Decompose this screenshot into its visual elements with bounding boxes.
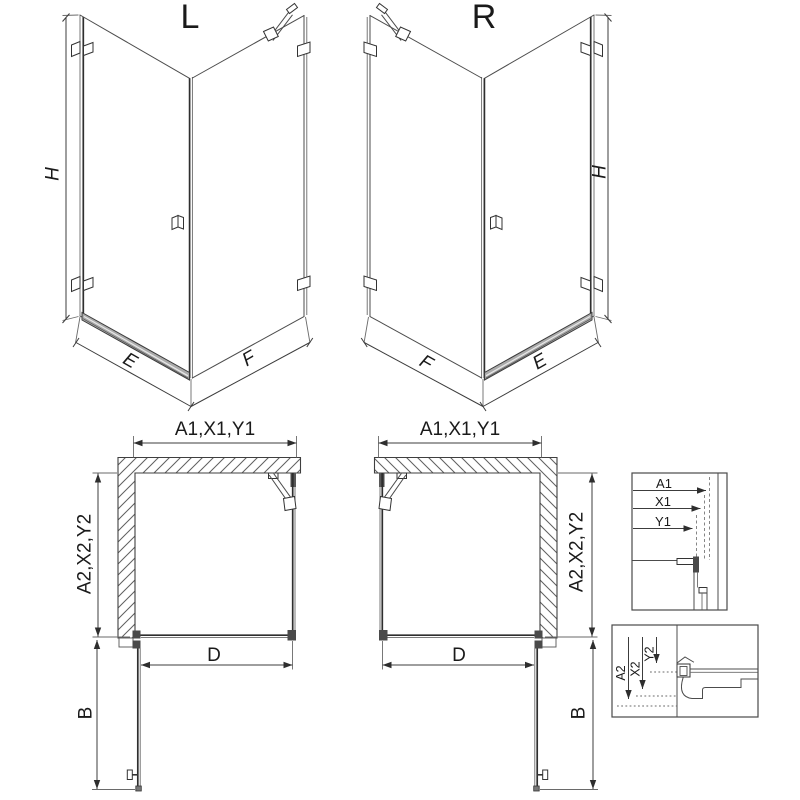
detail-upper-y-label: Y1 — [655, 514, 671, 529]
dim-label-panelwidth-right: F — [415, 351, 437, 375]
dim-label-height-left: H — [42, 167, 64, 181]
dim-label-doorwidth-left: E — [119, 348, 141, 374]
plan-view-left-structure — [118, 436, 301, 791]
detail-upper-x-label: X1 — [655, 494, 671, 509]
plan-right-top-dim-label: A1,X1,Y1 — [419, 419, 501, 440]
plan-right-opening-label: D — [452, 645, 466, 666]
plan-right-doorswing-label: B — [568, 706, 590, 720]
detail-upper-a-label: A1 — [656, 476, 672, 491]
plan-left-top-dim-label: A1,X1,Y1 — [174, 419, 256, 440]
detail-box-upper — [632, 473, 727, 610]
dim-b-left — [92, 640, 135, 790]
plan-view-right-structure — [375, 436, 558, 791]
detail-lower-x-label: X2 — [628, 661, 643, 677]
iso-view-right-structure — [361, 4, 611, 412]
variant-label-right: R — [471, 0, 497, 36]
detail-lower-a-label: A2 — [614, 665, 628, 681]
dim-label-panelwidth-left: F — [238, 347, 260, 371]
dim-label-height-right: H — [589, 165, 611, 179]
wall-profile-section — [633, 557, 707, 610]
detail-lower-y-label: Y2 — [642, 646, 657, 662]
plan-left-side-dim-label: A2,X2,Y2 — [74, 513, 96, 595]
plan-left-doorswing-label: B — [75, 706, 97, 720]
plan-right-side-dim-label: A2,X2,Y2 — [566, 511, 588, 593]
dim-label-doorwidth-right: E — [529, 349, 551, 375]
iso-view-left-structure — [63, 4, 313, 412]
plan-left-opening-label: D — [207, 645, 221, 666]
bottom-profile-section — [677, 657, 758, 699]
variant-label-left: L — [180, 0, 200, 36]
